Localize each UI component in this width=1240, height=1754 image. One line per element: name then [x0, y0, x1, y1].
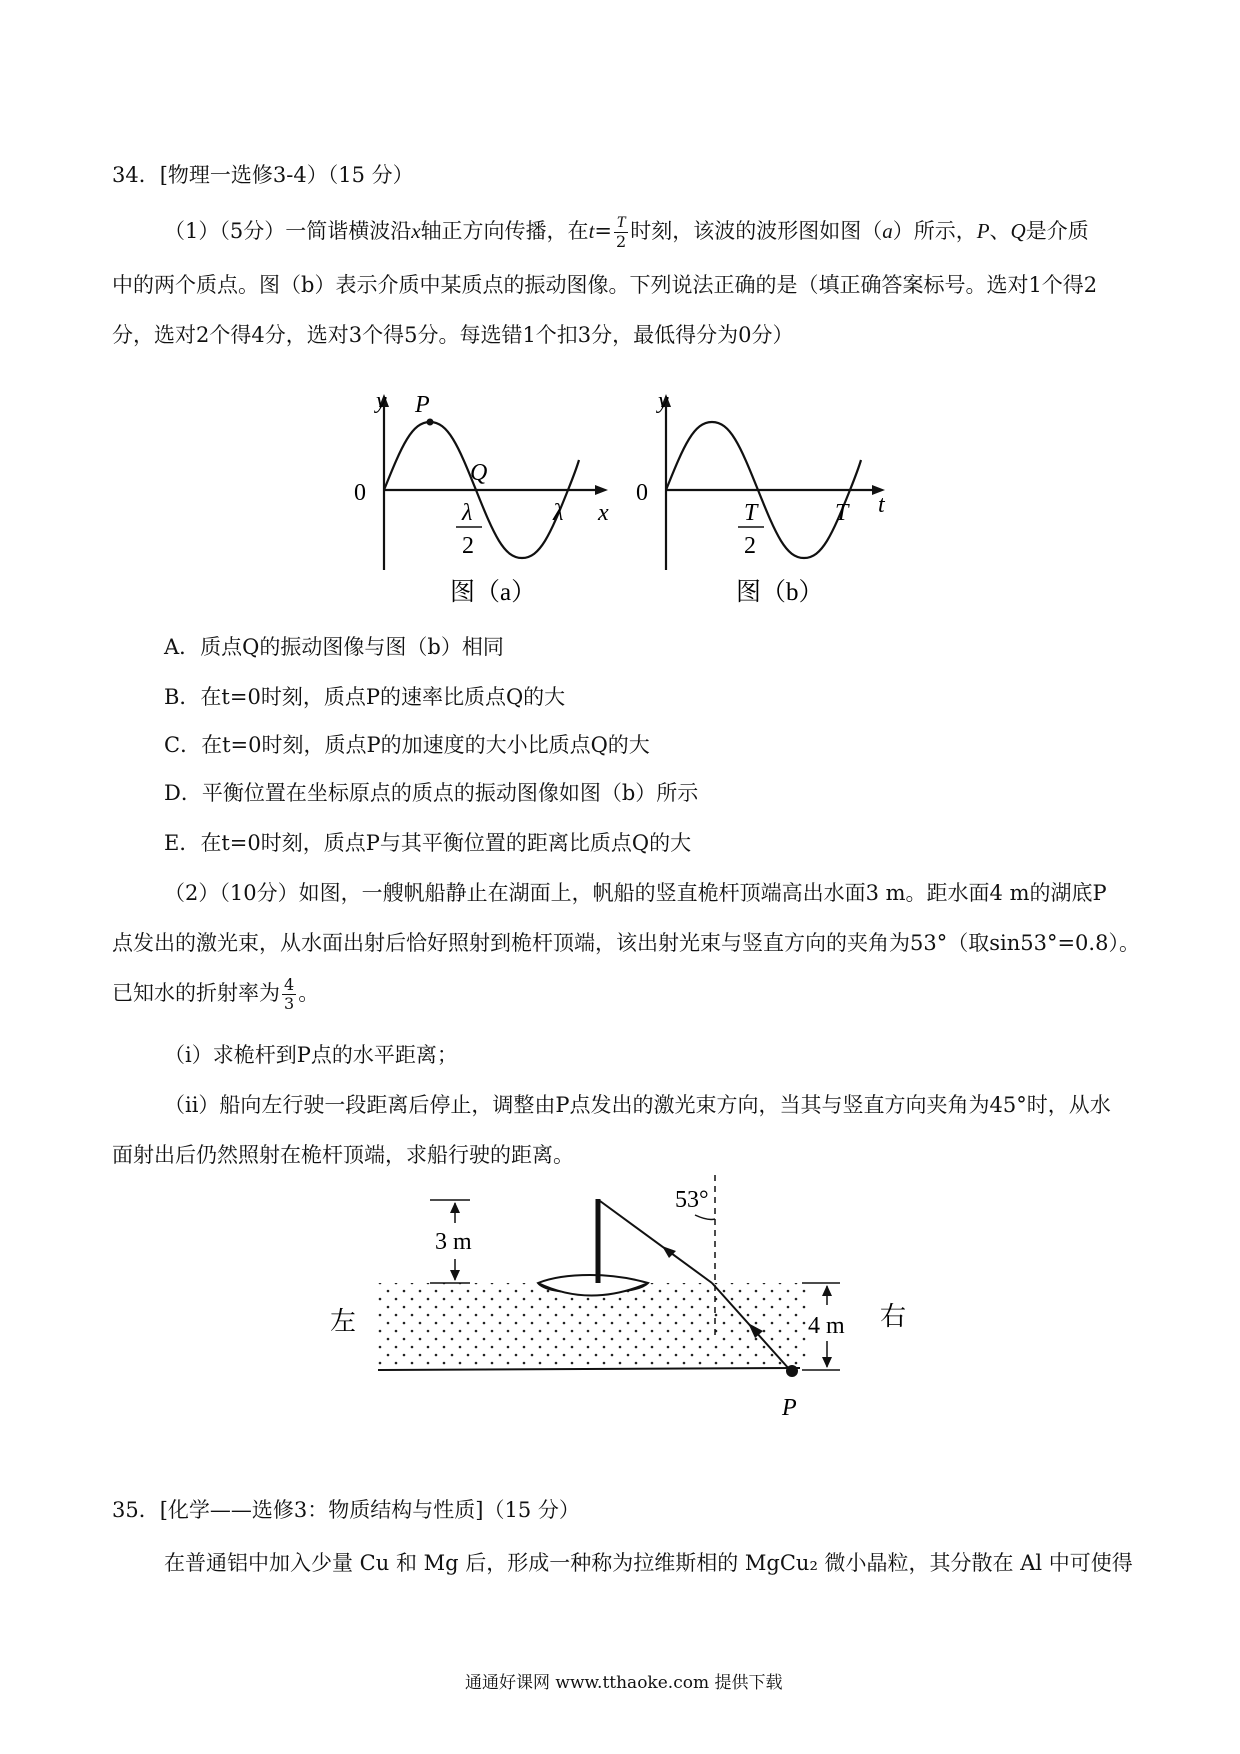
- figure-b-y-label: y: [658, 390, 669, 414]
- figure-a-lambda: λ: [553, 500, 564, 526]
- q35-line1: 在普通铝中加入少量 Cu 和 Mg 后，形成一种称为拉维斯相的 MgCu₂ 微小晶粒，其分散在 Al 中可使得: [164, 1551, 1133, 1575]
- q34-p2-line1: （2）（10分）如图，一艘帆船静止在湖面上，帆船的竖直桅杆顶端高出水面3 m。距水面4 m的湖底P: [164, 881, 1107, 905]
- mast-height-label: 3 m: [435, 1229, 472, 1255]
- figure-b-T: T: [835, 500, 849, 526]
- q34-p1-line2: 中的两个质点。图（b）表示介质中某质点的振动图像。下列说法正确的是（填正确答案标号。选对1个得2: [112, 273, 1098, 297]
- option-e: E．在t=0时刻，质点P与其平衡位置的距离比质点Q的大: [164, 831, 692, 855]
- figure-a-y-label: y: [376, 390, 387, 414]
- q34-p2-line3: 已知水的折射率为 $\frac{4}{3}$ 。: [112, 975, 320, 1013]
- vibration-figure-b: [632, 390, 912, 615]
- q34-p2-i: （i）求桅杆到P点的水平距离；: [164, 1043, 458, 1067]
- figure-a-half-lambda-num: λ: [462, 500, 473, 526]
- option-d: D．平衡位置在坐标原点的质点的振动图像如图（b）所示: [164, 781, 699, 805]
- q34-p1-line3: 分，选对2个得4分，选对3个得5分。每选错1个扣3分，最低得分为0分）: [112, 323, 794, 347]
- q34-p1-line1: （1）（5分）一简谐横波沿x轴正方向传播，在t= $\frac{T}{2}$ 时刻，该波的波形图如图（a）所示，P、Q是介质: [164, 214, 1089, 251]
- option-c: C．在t=0时刻，质点P的加速度的大小比质点Q的大: [164, 733, 650, 757]
- t-fraction: $\frac{T}{2}$: [616, 214, 627, 251]
- q34-header: 34．[物理一选修3-4）（15 分）: [112, 163, 414, 187]
- q34-p2-ii-line2: 面射出后仍然照射在桅杆顶端，求船行驶的距离。: [112, 1143, 574, 1167]
- footer-credit: 通通好课网 www.tthaoke.com 提供下载: [465, 1673, 783, 1693]
- option-a: A．质点Q的振动图像与图（b）相同: [164, 635, 504, 659]
- figure-a-origin: 0: [354, 480, 366, 506]
- q34-p2-ii-line1: （ii）船向左行驶一段距离后停止，调整由P点发出的激光束方向，当其与竖直方向夹角为45°时，从水: [164, 1093, 1111, 1117]
- option-b: B．在t=0时刻，质点P的速率比质点Q的大: [164, 685, 566, 709]
- left-label: 左: [330, 1307, 357, 1336]
- figure-b-t-label: t: [878, 492, 885, 518]
- point-P-label: P: [782, 1395, 797, 1421]
- figure-a-x-label: x: [598, 500, 609, 526]
- figure-b-origin: 0: [636, 480, 648, 506]
- depth-label: 4 m: [808, 1313, 845, 1339]
- figure-a-half-lambda-den: 2: [462, 533, 474, 559]
- figure-b-caption: 图（b）: [736, 579, 824, 606]
- q35-header: 35．[化学——选修3：物质结构与性质]（15 分）: [112, 1498, 580, 1522]
- refractive-index-fraction: $\frac{4}{3}$: [284, 975, 295, 1013]
- wave-figure-a: [350, 390, 630, 615]
- right-label: 右: [880, 1302, 907, 1331]
- angle-label: 53°: [675, 1187, 709, 1213]
- figure-a-Q-label: Q: [470, 460, 488, 486]
- figure-a-caption: 图（a）: [450, 579, 537, 606]
- boat-laser-figure: [320, 1175, 920, 1440]
- figure-b-half-T-num: T: [744, 500, 758, 526]
- figure-b-half-T-den: 2: [744, 533, 756, 559]
- q34-p2-line2: 点发出的激光束，从水面出射后恰好照射到桅杆顶端，该出射光束与竖直方向的夹角为53°（取sin53°=0.8）。: [112, 931, 1140, 955]
- figure-a-P-label: P: [415, 392, 430, 418]
